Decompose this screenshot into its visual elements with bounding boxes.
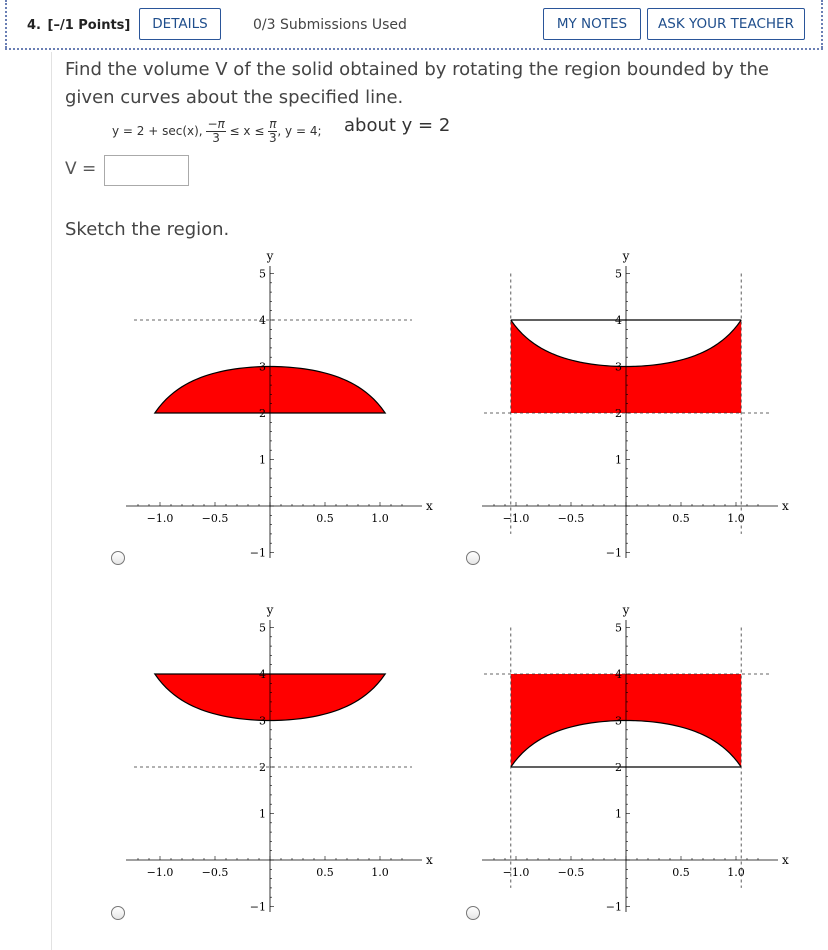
y-tick-label: 2 bbox=[615, 761, 622, 774]
y-tick-label: 4 bbox=[615, 314, 622, 327]
y-tick-label: 4 bbox=[259, 314, 266, 327]
x-axis-label: x bbox=[426, 499, 433, 513]
x-axis-label: x bbox=[782, 853, 789, 867]
x-tick-label: −0.5 bbox=[201, 866, 229, 879]
y-tick-label: 1 bbox=[615, 807, 622, 821]
formula-mid: ≤ x ≤ bbox=[225, 124, 269, 138]
y-axis-label: y bbox=[622, 603, 630, 617]
formula-start: y = 2 + sec(x), bbox=[112, 124, 207, 138]
graph-option-c bbox=[120, 600, 440, 920]
radio-option-b[interactable] bbox=[466, 551, 480, 565]
my-notes-button[interactable]: MY NOTES bbox=[543, 8, 641, 40]
x-axis-label: x bbox=[426, 853, 433, 867]
question-number-label: 4. bbox=[27, 18, 41, 33]
y-tick-label: 3 bbox=[259, 714, 266, 728]
x-tick-label: −0.5 bbox=[557, 512, 585, 525]
y-axis-label: y bbox=[622, 249, 630, 263]
y-tick-label: 1 bbox=[615, 453, 622, 467]
x-tick-label: −0.5 bbox=[557, 866, 585, 879]
points-label: [–/1 Points] bbox=[47, 18, 131, 33]
graph-option-a bbox=[120, 246, 440, 566]
fraction-upper-den: 3 bbox=[268, 131, 277, 145]
y-tick-label: −1 bbox=[249, 900, 266, 914]
y-tick-label: 5 bbox=[259, 267, 266, 281]
fraction-upper-num: π bbox=[269, 117, 277, 131]
graph-option-d bbox=[476, 600, 796, 920]
y-tick-label: 2 bbox=[259, 407, 266, 420]
x-tick-label: 0.5 bbox=[316, 866, 334, 879]
y-tick-label: 3 bbox=[615, 360, 622, 374]
x-tick-label: 1.0 bbox=[371, 866, 389, 879]
fraction-lower-den: 3 bbox=[212, 131, 220, 145]
y-tick-label: −1 bbox=[605, 546, 622, 560]
fraction-lower bbox=[206, 118, 225, 145]
x-tick-label: −1.0 bbox=[146, 866, 174, 879]
radio-option-d[interactable] bbox=[466, 906, 480, 920]
sketch-prompt: Sketch the region. bbox=[65, 219, 230, 240]
y-tick-label: 3 bbox=[615, 714, 622, 728]
graph-option-b bbox=[476, 246, 796, 566]
y-tick-label: 5 bbox=[615, 621, 622, 635]
x-tick-label: 1.0 bbox=[727, 866, 745, 879]
details-button[interactable]: DETAILS bbox=[139, 8, 221, 40]
x-tick-label: 1.0 bbox=[371, 512, 389, 525]
header-right-border bbox=[821, 0, 823, 48]
y-axis-label: y bbox=[266, 603, 274, 617]
header-left-border bbox=[5, 0, 7, 48]
curve-formula bbox=[112, 118, 322, 145]
y-tick-label: −1 bbox=[605, 900, 622, 914]
x-tick-label: 0.5 bbox=[672, 866, 690, 879]
y-tick-label: −1 bbox=[249, 546, 266, 560]
answer-label: V = bbox=[65, 159, 97, 179]
x-tick-label: −1.0 bbox=[146, 512, 174, 525]
y-tick-label: 2 bbox=[259, 761, 266, 774]
x-tick-label: −1.0 bbox=[502, 512, 530, 525]
y-tick-label: 5 bbox=[615, 267, 622, 281]
x-tick-label: 1.0 bbox=[727, 512, 745, 525]
question-header bbox=[5, 0, 823, 50]
radio-option-c[interactable] bbox=[111, 906, 125, 920]
y-tick-label: 1 bbox=[259, 807, 266, 821]
y-axis-label: y bbox=[266, 249, 274, 263]
x-tick-label: −1.0 bbox=[502, 866, 530, 879]
y-tick-label: 1 bbox=[259, 453, 266, 467]
formula-end: , y = 4; bbox=[277, 124, 322, 138]
question-number bbox=[27, 18, 132, 33]
ask-teacher-button[interactable]: ASK YOUR TEACHER bbox=[647, 8, 805, 40]
rotation-axis: about y = 2 bbox=[344, 115, 451, 136]
question-prompt: Find the volume V of the solid obtained by rotating the region bounded by the given curves about the specified line. bbox=[65, 59, 770, 108]
y-tick-label: 3 bbox=[259, 360, 266, 374]
x-tick-label: 0.5 bbox=[672, 512, 690, 525]
y-tick-label: 4 bbox=[615, 668, 622, 681]
fraction-lower-num: −π bbox=[207, 117, 225, 131]
volume-answer-input[interactable] bbox=[104, 155, 189, 186]
y-tick-label: 4 bbox=[259, 668, 266, 681]
x-tick-label: −0.5 bbox=[201, 512, 229, 525]
radio-option-a[interactable] bbox=[111, 551, 125, 565]
x-axis-label: x bbox=[782, 499, 789, 513]
x-tick-label: 0.5 bbox=[316, 512, 334, 525]
y-tick-label: 5 bbox=[259, 621, 266, 635]
y-tick-label: 2 bbox=[615, 407, 622, 420]
submissions-used: 0/3 Submissions Used bbox=[253, 17, 407, 33]
